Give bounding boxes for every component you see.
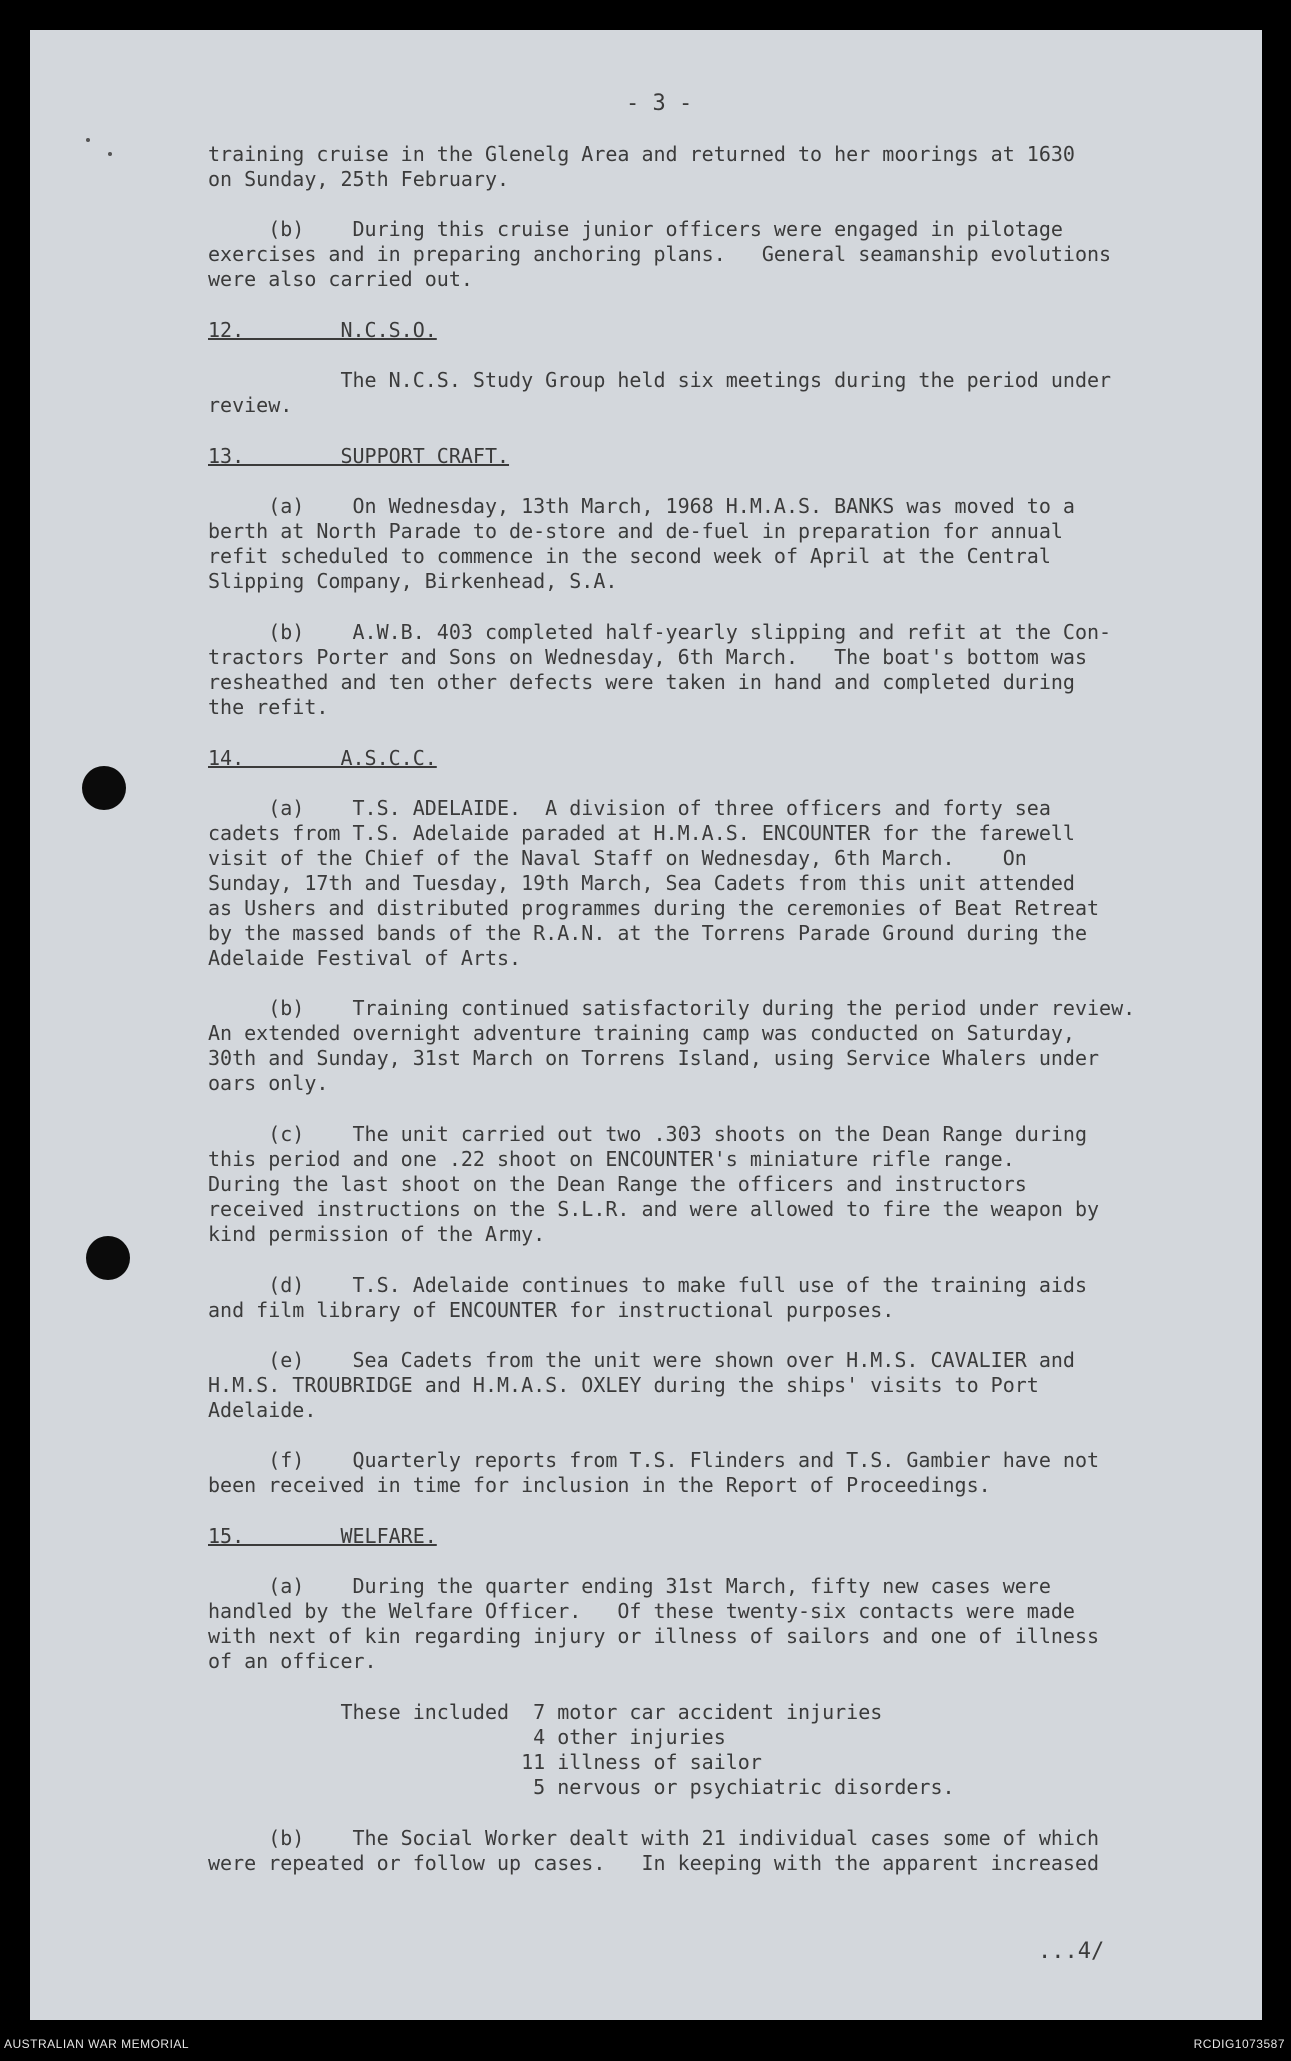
body-line: on Sunday, 25th February.	[208, 167, 510, 191]
body-line: review.	[208, 393, 293, 417]
body-line: training cruise in the Glenelg Area and returned to her moorings at 1630	[208, 142, 1075, 166]
section-heading: 15. WELFARE.	[208, 1524, 437, 1548]
body-line: The N.C.S. Study Group held six meetings during the period under	[208, 368, 1112, 392]
body-line: kind permission of the Army.	[208, 1222, 546, 1246]
page-number: - 3 -	[626, 91, 693, 116]
body-line: (f) Quarterly reports from T.S. Flinders and T.S. Gambier have not	[208, 1448, 1100, 1472]
list-line: 5 nervous or psychiatric disorders.	[208, 1775, 955, 1799]
continuation-mark: ...4/	[1038, 1939, 1105, 1964]
body-line: (b) A.W.B. 403 completed half-yearly slipping and refit at the Con-	[208, 620, 1112, 644]
body-line: Sunday, 17th and Tuesday, 19th March, Sea Cadets from this unit attended	[208, 871, 1075, 895]
list-line: 4 other injuries	[208, 1725, 726, 1749]
body-line: Adelaide Festival of Arts.	[208, 946, 522, 970]
body-line: (b) The Social Worker dealt with 21 individual cases some of which	[208, 1826, 1100, 1850]
body-line: received instructions on the S.L.R. and were allowed to fire the weapon by	[208, 1197, 1100, 1221]
punch-hole-bottom	[86, 1236, 130, 1280]
body-line: tractors Porter and Sons on Wednesday, 6th March. The boat's bottom was	[208, 645, 1087, 669]
footer-left: AUSTRALIAN WAR MEMORIAL	[4, 2037, 190, 2051]
paper-speck	[108, 152, 112, 156]
body-line: (e) Sea Cadets from the unit were shown over H.M.S. CAVALIER and	[208, 1348, 1075, 1372]
body-line: berth at North Parade to de-store and de-fuel in preparation for annual	[208, 519, 1063, 543]
paper-speck	[86, 138, 90, 142]
body-line: exercises and in preparing anchoring plans. General seamanship evolutions	[208, 242, 1112, 266]
list-line: These included 7 motor car accident injuries	[208, 1700, 883, 1724]
body-line: (b) Training continued satisfactorily during the period under review.	[208, 996, 1136, 1020]
body-line: An extended overnight adventure training camp was conducted on Saturday,	[208, 1021, 1075, 1045]
section-heading: 12. N.C.S.O.	[208, 318, 437, 342]
body-line: handled by the Welfare Officer. Of these twenty-six contacts were made	[208, 1599, 1075, 1623]
body-line: as Ushers and distributed programmes during the ceremonies of Beat Retreat	[208, 896, 1100, 920]
body-line: were also carried out.	[208, 267, 473, 291]
body-line: refit scheduled to commence in the second week of April at the Central	[208, 544, 1051, 568]
body-line: been received in time for inclusion in the Report of Proceedings.	[208, 1473, 991, 1497]
body-line: of an officer.	[208, 1649, 377, 1673]
body-line: resheathed and ten other defects were taken in hand and completed during	[208, 670, 1075, 694]
body-line: cadets from T.S. Adelaide paraded at H.M.A.S. ENCOUNTER for the farewell	[208, 821, 1075, 845]
body-line: by the massed bands of the R.A.N. at the Torrens Parade Ground during the	[208, 921, 1087, 945]
body-line: the refit.	[208, 695, 329, 719]
punch-hole-top	[82, 766, 126, 810]
body-line: (d) T.S. Adelaide continues to make full use of the training aids	[208, 1273, 1087, 1297]
body-line: this period and one .22 shoot on ENCOUNTER's miniature rifle range.	[208, 1147, 1015, 1171]
body-line: 30th and Sunday, 31st March on Torrens Island, using Service Whalers under	[208, 1046, 1100, 1070]
document-page	[30, 30, 1262, 2020]
body-line: oars only.	[208, 1071, 329, 1095]
body-line: and film library of ENCOUNTER for instructional purposes.	[208, 1298, 895, 1322]
list-line: 11 illness of sailor	[208, 1750, 762, 1774]
body-line: H.M.S. TROUBRIDGE and H.M.A.S. OXLEY during the ships' visits to Port	[208, 1373, 1039, 1397]
section-heading: 14. A.S.C.C.	[208, 746, 437, 770]
body-line: (a) T.S. ADELAIDE. A division of three officers and forty sea	[208, 796, 1051, 820]
body-line: (a) On Wednesday, 13th March, 1968 H.M.A.S. BANKS was moved to a	[208, 494, 1075, 518]
body-line: (a) During the quarter ending 31st March, fifty new cases were	[208, 1574, 1051, 1598]
body-line: with next of kin regarding injury or illness of sailors and one of illness	[208, 1624, 1100, 1648]
body-line: visit of the Chief of the Naval Staff on Wednesday, 6th March. On	[208, 846, 1027, 870]
body-line: Adelaide.	[208, 1398, 317, 1422]
body-line: were repeated or follow up cases. In keeping with the apparent increased	[208, 1851, 1100, 1875]
body-line: During the last shoot on the Dean Range the officers and instructors	[208, 1172, 1027, 1196]
body-line: (c) The unit carried out two .303 shoots on the Dean Range during	[208, 1122, 1087, 1146]
body-line: Slipping Company, Birkenhead, S.A.	[208, 569, 618, 593]
section-heading: 13. SUPPORT CRAFT.	[208, 444, 510, 468]
footer-right: RCDIG1073587	[1193, 2037, 1285, 2051]
body-line: (b) During this cruise junior officers were engaged in pilotage	[208, 217, 1063, 241]
